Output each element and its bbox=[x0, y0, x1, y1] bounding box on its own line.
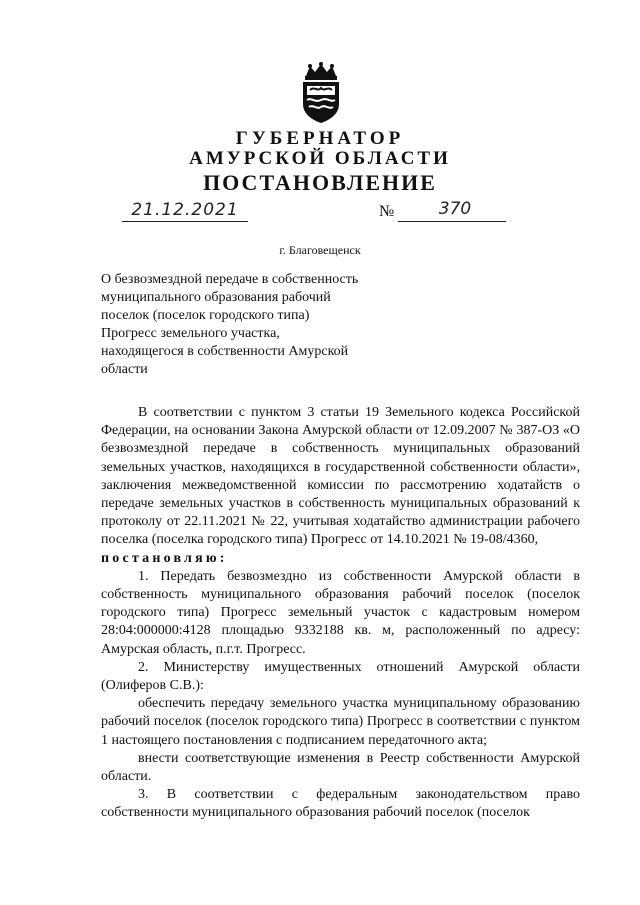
document-title: О безвозмездной передаче в собственность муниципального образования рабочий поселок (поселок городского типа) Прогресс земельного участка, находящегося в собственности Амурской области bbox=[101, 272, 359, 377]
clause-1: 1. Передать безвозмездно из собственности Амурской области в собственность муниципального образования рабочий поселок (поселок городского типа) Прогресс земельный участок с кадастровым номером 28:04:000000:4128 площадью 9332188 кв. м, расположенный по адресу: Амурская область, п.г.т. Прогресс. bbox=[101, 568, 580, 657]
number-underline bbox=[398, 221, 506, 222]
city-label: г. Благовещенск bbox=[279, 243, 361, 257]
preamble-paragraph: В соответствии с пунктом 3 статьи 19 Земельного кодекса Российской Федерации, на основании Закона Амурской области от 12.09.2007 № 387-ОЗ «О безвозмездной передаче в собственность муниципальных образований земельных участков, находящихся в государственной собственности области», заключения межведомственной комиссии по рассмотрению ходатайств о передаче земельных участков в собственность муниципальных образований к протоколу от 22.11.2021 № 22, учитывая ходатайство администрации рабочего поселка (поселка городского типа) Прогресс от 14.10.2021 № 19-08/4360, bbox=[101, 405, 580, 548]
clause-2-item-a: обеспечить передачу земельного участка муниципальному образованию рабочий поселок (поселок городского типа) Прогресс в соответствии с пунктом 1 настоящего постановления с подписанием передаточного акта; bbox=[101, 696, 580, 748]
date-underline bbox=[122, 221, 248, 222]
coat-of-arms-icon bbox=[298, 62, 344, 124]
clause-3: 3. В соответствии с федеральным законодательством право собственности муниципального образования рабочий поселок (поселок bbox=[101, 787, 580, 821]
clause-2: 2. Министерству имущественных отношений Амурской области (Олиферов С.В.): bbox=[101, 659, 580, 694]
document-number: 370 bbox=[438, 199, 472, 219]
governor-heading: ГУБЕРНАТОР bbox=[235, 128, 405, 149]
document-type-heading: ПОСТАНОВЛЕНИЕ bbox=[203, 170, 437, 195]
clause-2-item-b: внести соответствующие изменения в Реестр собственности Амурской области. bbox=[101, 750, 580, 785]
document-date: 21.12.2021 bbox=[131, 200, 239, 220]
resolve-word: постановляю: bbox=[101, 550, 228, 566]
number-sign: № bbox=[379, 203, 395, 220]
document-body bbox=[101, 404, 580, 823]
region-heading: АМУРСКОЙ ОБЛАСТИ bbox=[189, 148, 451, 169]
